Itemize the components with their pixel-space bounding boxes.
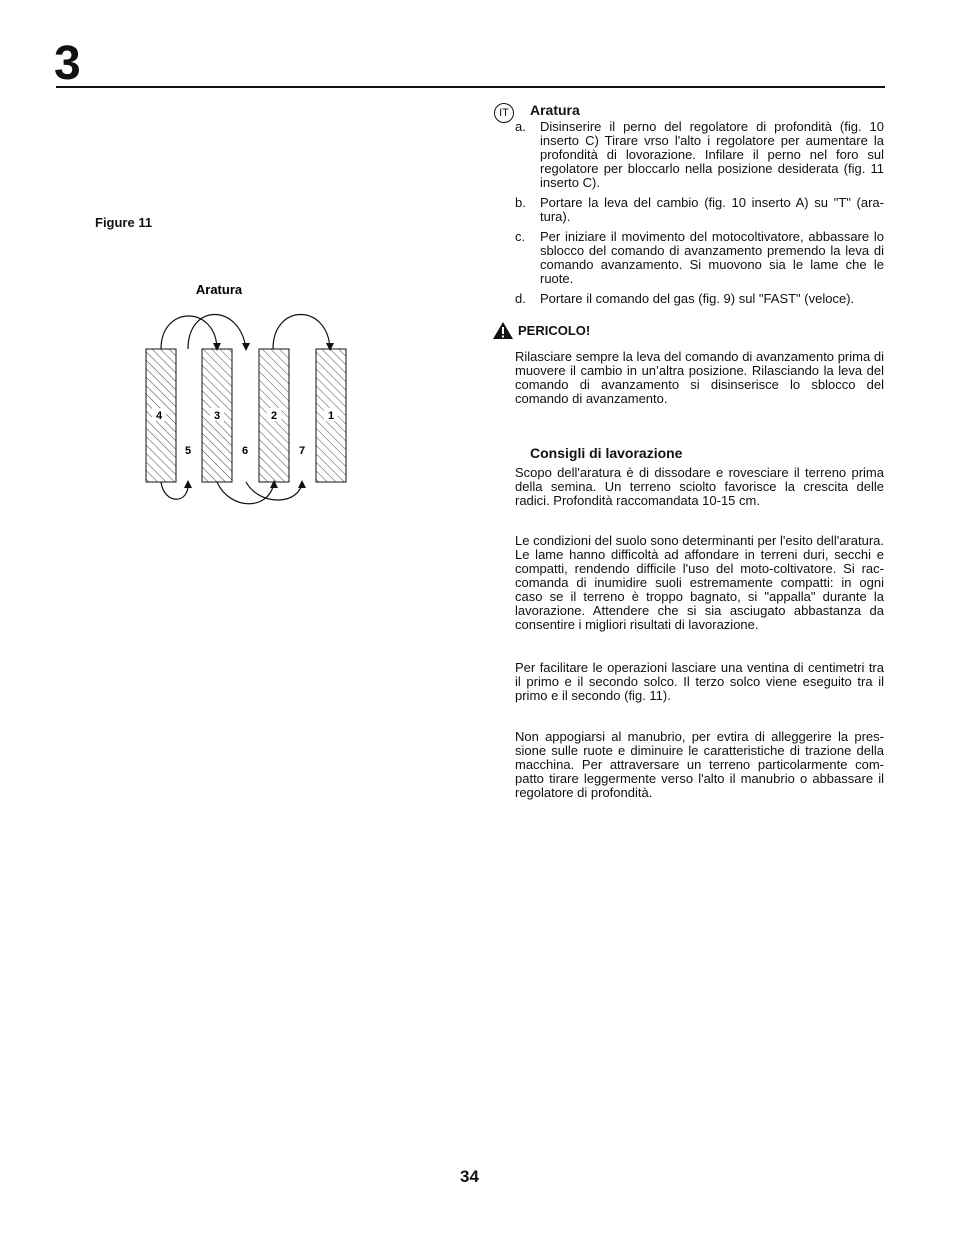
strip-label: 3 xyxy=(213,410,221,422)
gap-label: 5 xyxy=(184,445,192,457)
header-rule xyxy=(56,86,885,88)
strip-label: 1 xyxy=(327,410,335,422)
paragraph: Per facilitare le operazioni lasciare una ventina di centimetri tra il primo e il secondo solco. Il terzo solco viene eseguito tra il primo e il secondo (fig. 11). xyxy=(515,660,884,703)
list-item: b. Portare la leva del cambio (fig. 10 inserto A) su "T" (ara-tura). xyxy=(515,195,884,224)
list-item: d. Portare il comando del gas (fig. 9) sul "FAST" (veloce). xyxy=(515,291,855,306)
gap-label: 7 xyxy=(298,445,306,457)
paragraph: Non appogiarsi al manubrio, per evtira di alleggerire la pres-sione sulle ruote e diminuire le caratteristiche di trazione della macchina. Per attraversare un terreno particolarmente com-patto tirare leggermente verso l'alto il manubrio o abbassare il regolatore di profondità. xyxy=(515,729,884,800)
turn-arrow xyxy=(273,315,330,350)
turn-arrow xyxy=(217,482,274,504)
figure-title: Aratura xyxy=(195,282,243,297)
warning-title: PERICOLO! xyxy=(492,321,590,340)
section-heading-consigli: Consigli di lavorazione xyxy=(530,445,683,461)
language-badge: IT xyxy=(494,103,514,123)
figure-label: Figure 11 xyxy=(95,215,153,230)
list-item: a. Disinserire il perno del regolatore di profondità (fig. 10 inserto C) Tirare vrso l'alto i regolatore per aumentare la profondità di lovorazione. Infilare il perno nel foro sul regolatore per bloccarlo nella posizione desiderata (fig. 11 inserto C). xyxy=(515,119,884,190)
plowing-diagram xyxy=(120,275,370,515)
strip-label: 4 xyxy=(155,410,163,422)
gap-label: 6 xyxy=(241,445,249,457)
aratura-steps xyxy=(515,120,884,312)
warning-text: Rilasciare sempre la leva del comando di avanzamento prima di muovere il cambio in un’altra posizione. Rilasciando la leva del comando di avanzamento si disinserisce lo sblocco del comando di avanzamento. xyxy=(515,349,884,406)
turn-arrow xyxy=(161,482,188,499)
paragraph: Le condizioni del suolo sono determinanti per l'esito dell'aratura. Le lame hanno difficoltà ad affondare in terreni duri, secchi e compatti, rendendo difficile l'uso del moto-coltivatore. Si rac-comanda di inumidire suoli estremamente compatti: in ogni caso se il terreno è troppo bagnato, si "appalla" durante la lavorazione. Attendere che si sia asciugato abbastanza da consentire i migliori risultati di lavorazione. xyxy=(515,533,884,632)
list-item: c. Per iniziare il movimento del motocoltivatore, abbassare lo sblocco del comando di avanzamento premendo la leva di comando avanzamento. Si muovono sia le lame che le ruote. xyxy=(515,229,884,286)
section-heading-aratura: Aratura xyxy=(530,102,580,118)
strip-label: 2 xyxy=(270,410,278,422)
chapter-number: 3 xyxy=(54,37,81,90)
warning-icon xyxy=(492,321,514,340)
page-number: 34 xyxy=(460,1167,479,1186)
turn-arrow xyxy=(161,316,217,349)
paragraph: Scopo dell'aratura è di dissodare e rovesciare il terreno prima della semina. Un terreno sciolto favorisce la crescita delle radici. Profondità raccomandata 10-15 cm. xyxy=(515,465,884,508)
